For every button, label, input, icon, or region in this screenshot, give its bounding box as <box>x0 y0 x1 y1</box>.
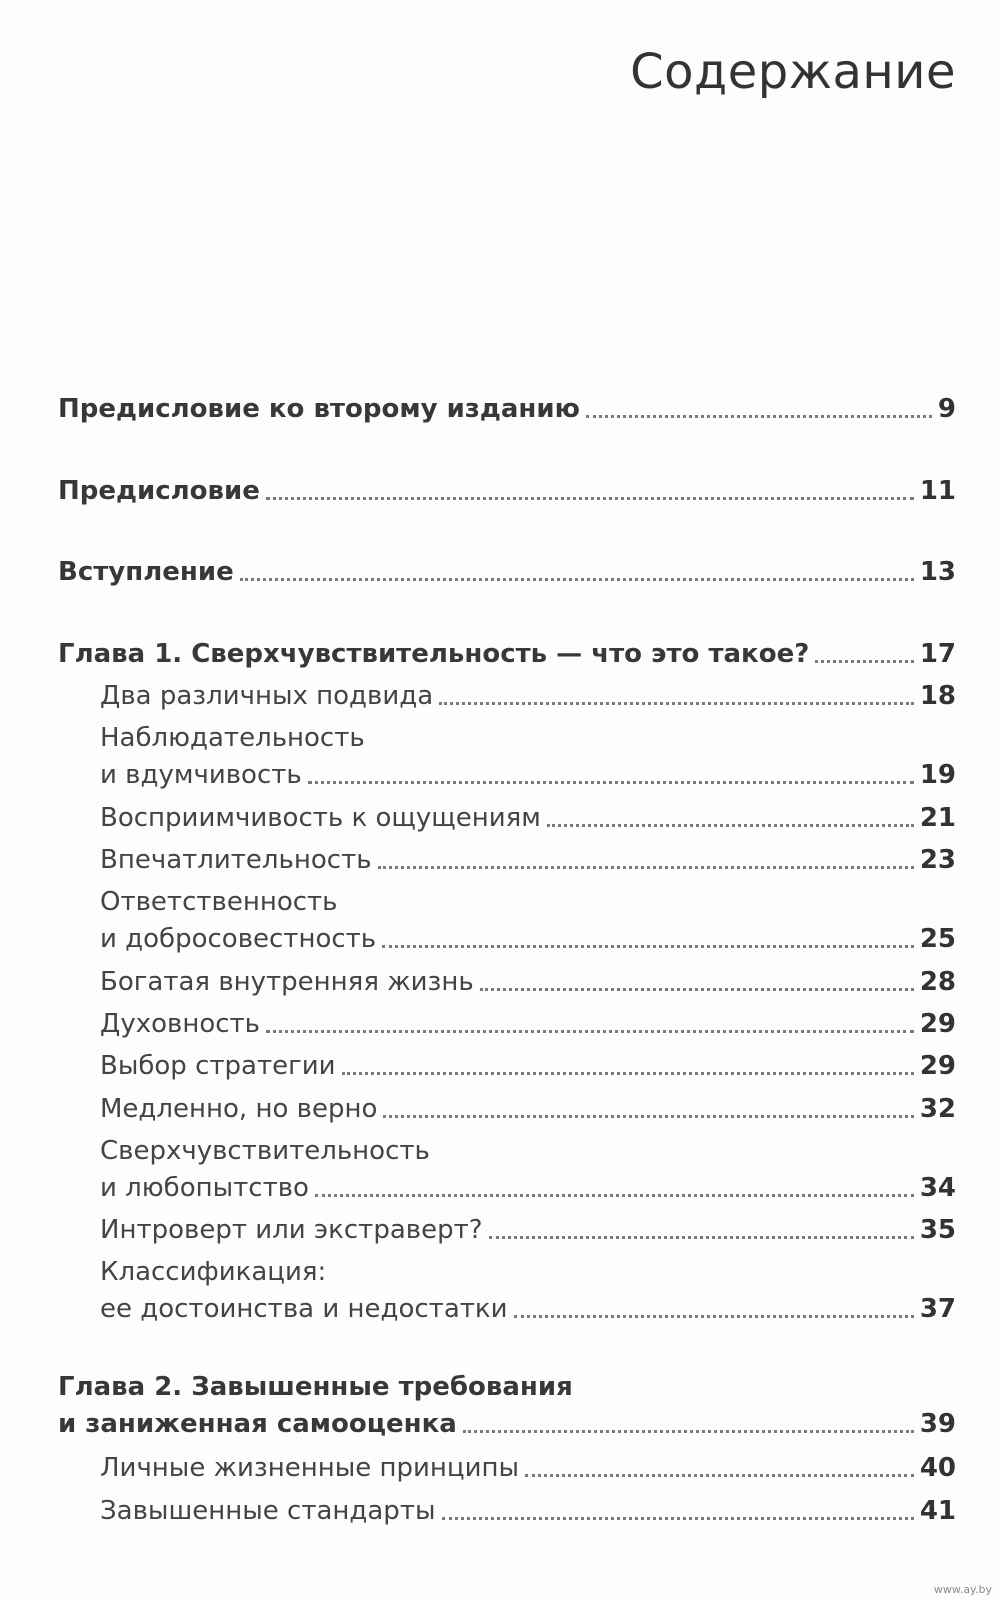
toc-entry-title: Два различных подвида <box>100 681 434 711</box>
dot-leader <box>525 1474 914 1477</box>
dot-leader <box>815 660 914 663</box>
toc-page-number: 9 <box>937 394 956 424</box>
toc-page-number: 13 <box>919 557 956 587</box>
toc-entry-title: Предисловие <box>58 476 260 506</box>
dot-leader <box>514 1315 914 1318</box>
toc-entry-title: и заниженная самооценка <box>58 1409 457 1439</box>
toc-subentry-first-line: Сверхчувствительность <box>100 1136 430 1166</box>
toc-subentry <box>100 1169 956 1207</box>
toc-page-number: 18 <box>919 681 956 711</box>
dot-leader <box>315 1194 914 1197</box>
toc-entry-title: Духовность <box>100 1009 260 1039</box>
toc-entry-chapter-1 <box>58 635 956 673</box>
watermark: www.ay.by <box>933 1583 992 1596</box>
toc-page-number: 41 <box>919 1496 956 1526</box>
toc-subentry <box>100 1211 956 1249</box>
toc-page-number: 23 <box>919 845 956 875</box>
toc-subentry <box>100 1290 956 1328</box>
toc-entry-title: Глава 1. Сверхчувствительность — что это такое? <box>58 639 810 669</box>
toc-subentry <box>100 963 956 1001</box>
toc-entry-title: и вдумчивость <box>100 760 302 790</box>
toc-page-number: 32 <box>919 1094 956 1124</box>
toc-page-number: 40 <box>919 1453 956 1483</box>
toc-entry-title: Завышенные стандарты <box>100 1496 436 1526</box>
toc-entry-title: Вступление <box>58 557 234 587</box>
toc-page-number: 34 <box>919 1173 956 1203</box>
toc-entry-title: Выбор стратегии <box>100 1051 336 1081</box>
dot-leader <box>240 578 914 581</box>
toc-entry-title: ее достоинства и недостатки <box>100 1294 508 1324</box>
toc-entry-title: Личные жизненные принципы <box>100 1453 520 1483</box>
dot-leader <box>489 1236 914 1239</box>
dot-leader <box>383 1115 913 1118</box>
toc-entry-title: Восприимчивость к ощущениям <box>100 803 541 833</box>
toc-entry-title: Богатая внутренняя жизнь <box>100 967 474 997</box>
toc-subentry <box>100 756 956 794</box>
toc-subentry-first-line: Ответственность <box>100 887 338 917</box>
toc-entry-introduction <box>58 553 956 591</box>
dot-leader <box>382 945 914 948</box>
toc-entry-title: Медленно, но верно <box>100 1094 378 1124</box>
toc-page-number: 39 <box>919 1409 956 1439</box>
toc-entry-title: и любопытство <box>100 1173 309 1203</box>
toc-page-number: 35 <box>919 1215 956 1245</box>
toc-entry-preface <box>58 472 956 510</box>
toc-page-number: 29 <box>919 1009 956 1039</box>
dot-leader <box>480 988 914 991</box>
toc-page-number: 19 <box>919 760 956 790</box>
toc-page-number: 11 <box>919 476 956 506</box>
toc-subentry <box>100 1047 956 1085</box>
toc-entry-title: Предисловие ко второму изданию <box>58 394 580 424</box>
toc-entry-title: и добросовестность <box>100 924 377 954</box>
toc-subentry <box>100 1005 956 1043</box>
toc-subentry <box>100 799 956 837</box>
table-of-contents <box>58 0 956 1600</box>
toc-entry-chapter-2-first-line: Глава 2. Завышенные требования <box>58 1372 573 1402</box>
dot-leader <box>442 1517 914 1520</box>
toc-page-number: 28 <box>919 967 956 997</box>
dot-leader <box>342 1072 914 1075</box>
toc-subentry <box>100 920 956 958</box>
toc-subentry <box>100 1090 956 1128</box>
dot-leader <box>463 1430 914 1433</box>
toc-page-number: 25 <box>919 924 956 954</box>
toc-entry-title: Впечатлительность <box>100 845 372 875</box>
dot-leader <box>266 1030 914 1033</box>
toc-entry-preface-second-edition <box>58 390 956 428</box>
toc-subentry <box>100 1492 956 1530</box>
dot-leader <box>266 497 914 500</box>
toc-page-number: 37 <box>919 1294 956 1324</box>
toc-subentry <box>100 841 956 879</box>
toc-subentry <box>100 1449 956 1487</box>
toc-page-number: 21 <box>919 803 956 833</box>
dot-leader <box>308 781 914 784</box>
dot-leader <box>547 824 914 827</box>
toc-page-number: 17 <box>919 639 956 669</box>
toc-subentry <box>100 677 956 715</box>
toc-entry-title: Интроверт или экстраверт? <box>100 1215 483 1245</box>
toc-subentry-first-line: Наблюдательность <box>100 723 365 753</box>
dot-leader <box>378 866 914 869</box>
dot-leader <box>439 702 914 705</box>
dot-leader <box>586 415 932 418</box>
toc-entry-chapter-2 <box>58 1405 956 1443</box>
page-title: Содержание <box>630 44 956 100</box>
toc-page-number: 29 <box>919 1051 956 1081</box>
toc-subentry-first-line: Классификация: <box>100 1257 327 1287</box>
